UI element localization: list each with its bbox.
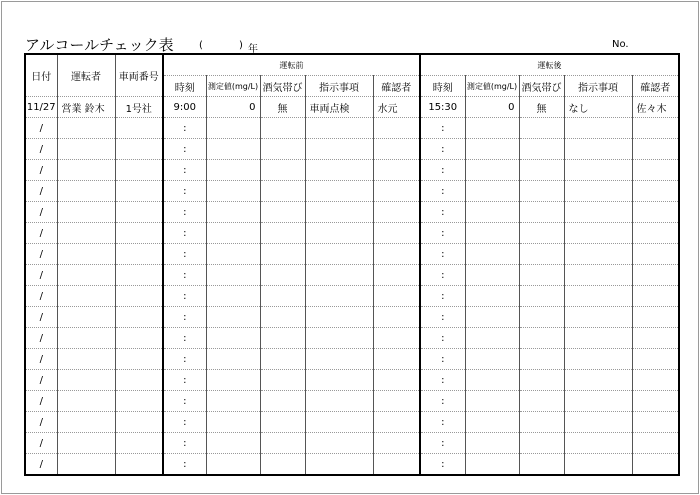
row-driver[interactable]: [57, 328, 115, 349]
row-before-time[interactable]: :: [163, 328, 206, 349]
row-before-confirmer[interactable]: [373, 307, 420, 328]
row-after-instruction[interactable]: なし: [564, 97, 632, 118]
year-close-paren: ): [239, 40, 243, 51]
row-date[interactable]: /: [25, 118, 57, 139]
row-date[interactable]: /: [25, 244, 57, 265]
row-after-time[interactable]: :: [420, 433, 465, 454]
row-after-value[interactable]: 0: [465, 97, 519, 118]
row-driver[interactable]: [57, 391, 115, 412]
row-before-alcohol[interactable]: [260, 181, 305, 202]
row-after-instruction[interactable]: [564, 328, 632, 349]
row-driver[interactable]: [57, 454, 115, 476]
row-after-time[interactable]: :: [420, 412, 465, 433]
row-after-alcohol[interactable]: [519, 307, 564, 328]
row-after-confirmer[interactable]: [632, 433, 679, 454]
row-before-time[interactable]: :: [163, 307, 206, 328]
row-before-time[interactable]: :: [163, 265, 206, 286]
row-before-value[interactable]: [206, 181, 260, 202]
row-driver[interactable]: [57, 118, 115, 139]
row-before-instruction[interactable]: [305, 202, 373, 223]
table-row: [25, 433, 679, 454]
row-driver[interactable]: [57, 349, 115, 370]
row-before-value[interactable]: [206, 118, 260, 139]
row-before-time[interactable]: :: [163, 454, 206, 476]
row-before-value[interactable]: [206, 265, 260, 286]
row-after-value[interactable]: [465, 181, 519, 202]
row-after-instruction[interactable]: [564, 265, 632, 286]
row-before-instruction[interactable]: [305, 223, 373, 244]
row-after-confirmer[interactable]: [632, 412, 679, 433]
row-date[interactable]: /: [25, 139, 57, 160]
row-before-instruction[interactable]: [305, 454, 373, 476]
row-vehicle[interactable]: [115, 412, 163, 433]
table-row: [25, 412, 679, 433]
row-date[interactable]: /: [25, 391, 57, 412]
row-before-time[interactable]: :: [163, 412, 206, 433]
page-title: アルコールチェック表: [25, 36, 174, 54]
row-before-value[interactable]: [206, 328, 260, 349]
row-after-time[interactable]: :: [420, 349, 465, 370]
row-vehicle[interactable]: [115, 433, 163, 454]
row-before-value[interactable]: [206, 370, 260, 391]
row-before-time[interactable]: :: [163, 223, 206, 244]
row-driver[interactable]: 営業 鈴木: [57, 97, 115, 118]
row-date[interactable]: /: [25, 454, 57, 476]
row-date[interactable]: /: [25, 328, 57, 349]
row-after-time[interactable]: :: [420, 202, 465, 223]
row-driver[interactable]: [57, 244, 115, 265]
row-after-time[interactable]: :: [420, 181, 465, 202]
header-before-driving: 運転前: [163, 54, 420, 76]
row-after-time[interactable]: :: [420, 139, 465, 160]
row-before-instruction[interactable]: [305, 265, 373, 286]
row-date[interactable]: /: [25, 181, 57, 202]
table-row: [25, 181, 679, 202]
row-before-alcohol[interactable]: [260, 328, 305, 349]
row-after-confirmer[interactable]: [632, 244, 679, 265]
row-before-value[interactable]: [206, 160, 260, 181]
row-driver[interactable]: [57, 286, 115, 307]
row-after-time[interactable]: :: [420, 328, 465, 349]
row-after-confirmer[interactable]: [632, 139, 679, 160]
row-vehicle[interactable]: [115, 202, 163, 223]
row-after-alcohol[interactable]: [519, 286, 564, 307]
row-after-value[interactable]: [465, 223, 519, 244]
row-vehicle[interactable]: [115, 160, 163, 181]
row-before-value[interactable]: [206, 244, 260, 265]
row-after-value[interactable]: [465, 118, 519, 139]
row-before-confirmer[interactable]: [373, 181, 420, 202]
row-after-value[interactable]: [465, 412, 519, 433]
row-after-alcohol[interactable]: [519, 244, 564, 265]
row-after-instruction[interactable]: [564, 244, 632, 265]
row-before-time[interactable]: :: [163, 181, 206, 202]
row-after-confirmer[interactable]: [632, 328, 679, 349]
row-after-instruction[interactable]: [564, 370, 632, 391]
row-before-confirmer[interactable]: [373, 160, 420, 181]
row-after-alcohol[interactable]: [519, 265, 564, 286]
table-row: [25, 328, 679, 349]
row-date[interactable]: /: [25, 433, 57, 454]
row-after-alcohol[interactable]: [519, 412, 564, 433]
row-after-time[interactable]: :: [420, 391, 465, 412]
row-vehicle[interactable]: [115, 328, 163, 349]
row-vehicle[interactable]: [115, 223, 163, 244]
table-row: [25, 139, 679, 160]
row-after-value[interactable]: [465, 265, 519, 286]
row-after-instruction[interactable]: [564, 391, 632, 412]
year-open-paren: (: [199, 40, 203, 51]
table-row: [25, 265, 679, 286]
row-after-instruction[interactable]: [564, 349, 632, 370]
row-before-confirmer[interactable]: [373, 349, 420, 370]
row-before-time[interactable]: :: [163, 160, 206, 181]
row-date[interactable]: /: [25, 307, 57, 328]
row-date[interactable]: /: [25, 286, 57, 307]
row-vehicle[interactable]: [115, 454, 163, 476]
row-after-confirmer[interactable]: [632, 349, 679, 370]
row-driver[interactable]: [57, 307, 115, 328]
row-after-value[interactable]: [465, 391, 519, 412]
row-after-value[interactable]: [465, 370, 519, 391]
row-after-instruction[interactable]: [564, 412, 632, 433]
table-row: [25, 202, 679, 223]
row-before-instruction[interactable]: [305, 349, 373, 370]
row-after-time[interactable]: :: [420, 118, 465, 139]
table-row: [25, 454, 679, 476]
table-row: [25, 244, 679, 265]
row-before-instruction[interactable]: [305, 307, 373, 328]
row-date[interactable]: /: [25, 412, 57, 433]
row-before-confirmer[interactable]: 水元: [373, 97, 420, 118]
row-before-value[interactable]: [206, 412, 260, 433]
row-before-time[interactable]: :: [163, 244, 206, 265]
row-before-alcohol[interactable]: [260, 391, 305, 412]
row-before-instruction[interactable]: 車両点検: [305, 97, 373, 118]
row-vehicle[interactable]: [115, 370, 163, 391]
row-driver[interactable]: [57, 139, 115, 160]
row-after-alcohol[interactable]: [519, 181, 564, 202]
row-driver[interactable]: [57, 265, 115, 286]
row-after-value[interactable]: [465, 139, 519, 160]
row-before-value[interactable]: [206, 286, 260, 307]
row-before-value[interactable]: [206, 223, 260, 244]
row-after-value[interactable]: [465, 307, 519, 328]
row-before-value[interactable]: [206, 139, 260, 160]
row-before-confirmer[interactable]: [373, 391, 420, 412]
row-before-confirmer[interactable]: [373, 244, 420, 265]
row-before-time[interactable]: :: [163, 286, 206, 307]
row-after-confirmer[interactable]: [632, 454, 679, 476]
row-before-time[interactable]: :: [163, 370, 206, 391]
number-label: No.: [612, 39, 629, 50]
row-before-alcohol[interactable]: [260, 202, 305, 223]
header-after-measured: 測定値(mg/L): [465, 76, 519, 97]
row-after-alcohol[interactable]: [519, 454, 564, 476]
row-before-confirmer[interactable]: [373, 412, 420, 433]
row-before-instruction[interactable]: [305, 433, 373, 454]
row-driver[interactable]: [57, 370, 115, 391]
table-row: [25, 223, 679, 244]
header-after-driving: 運転後: [420, 54, 679, 76]
row-after-alcohol[interactable]: [519, 118, 564, 139]
row-before-value[interactable]: [206, 433, 260, 454]
row-after-confirmer[interactable]: [632, 223, 679, 244]
row-vehicle[interactable]: [115, 139, 163, 160]
row-after-alcohol[interactable]: 無: [519, 97, 564, 118]
row-after-time[interactable]: :: [420, 454, 465, 476]
row-before-alcohol[interactable]: [260, 307, 305, 328]
row-before-alcohol[interactable]: [260, 244, 305, 265]
row-after-time[interactable]: :: [420, 370, 465, 391]
row-before-alcohol[interactable]: [260, 412, 305, 433]
row-after-alcohol[interactable]: [519, 223, 564, 244]
row-after-confirmer[interactable]: [632, 160, 679, 181]
header-driver: 運転者: [57, 54, 115, 97]
row-after-alcohol[interactable]: [519, 202, 564, 223]
row-after-instruction[interactable]: [564, 181, 632, 202]
row-vehicle[interactable]: [115, 286, 163, 307]
row-driver[interactable]: [57, 433, 115, 454]
row-driver[interactable]: [57, 181, 115, 202]
row-after-alcohol[interactable]: [519, 160, 564, 181]
row-before-value[interactable]: [206, 349, 260, 370]
header-after-confirmer: 確認者: [632, 76, 679, 97]
row-after-value[interactable]: [465, 202, 519, 223]
row-after-time[interactable]: :: [420, 265, 465, 286]
row-after-instruction[interactable]: [564, 223, 632, 244]
row-before-value[interactable]: 0: [206, 97, 260, 118]
row-after-instruction[interactable]: [564, 118, 632, 139]
row-before-time[interactable]: :: [163, 391, 206, 412]
row-before-instruction[interactable]: [305, 328, 373, 349]
header-before-time: 時刻: [163, 76, 206, 97]
row-before-instruction[interactable]: [305, 118, 373, 139]
row-after-time[interactable]: :: [420, 286, 465, 307]
row-before-time[interactable]: :: [163, 118, 206, 139]
row-after-confirmer[interactable]: 佐々木: [632, 97, 679, 118]
row-before-instruction[interactable]: [305, 244, 373, 265]
row-date[interactable]: /: [25, 223, 57, 244]
row-after-time[interactable]: :: [420, 160, 465, 181]
row-date[interactable]: /: [25, 202, 57, 223]
row-after-instruction[interactable]: [564, 307, 632, 328]
header-after-alcohol: 酒気帯び: [519, 76, 564, 97]
table-row: [25, 391, 679, 412]
row-before-confirmer[interactable]: [373, 328, 420, 349]
table-row: [25, 349, 679, 370]
row-after-alcohol[interactable]: [519, 349, 564, 370]
row-before-alcohol[interactable]: [260, 286, 305, 307]
row-vehicle[interactable]: 1号社: [115, 97, 163, 118]
row-driver[interactable]: [57, 223, 115, 244]
row-date[interactable]: /: [25, 349, 57, 370]
row-after-time[interactable]: 15:30: [420, 97, 465, 118]
row-date[interactable]: /: [25, 265, 57, 286]
row-before-confirmer[interactable]: [373, 433, 420, 454]
row-before-value[interactable]: [206, 391, 260, 412]
row-date[interactable]: 11/27: [25, 97, 57, 118]
row-before-confirmer[interactable]: [373, 370, 420, 391]
row-driver[interactable]: [57, 412, 115, 433]
row-before-alcohol[interactable]: [260, 349, 305, 370]
table-row: [25, 118, 679, 139]
row-after-value[interactable]: [465, 328, 519, 349]
table-row: [25, 370, 679, 391]
row-after-confirmer[interactable]: [632, 118, 679, 139]
row-before-confirmer[interactable]: [373, 118, 420, 139]
row-after-confirmer[interactable]: [632, 307, 679, 328]
table-row: [25, 97, 679, 118]
row-before-confirmer[interactable]: [373, 454, 420, 476]
row-before-alcohol[interactable]: 無: [260, 97, 305, 118]
row-driver[interactable]: [57, 160, 115, 181]
row-after-alcohol[interactable]: [519, 370, 564, 391]
row-after-instruction[interactable]: [564, 139, 632, 160]
header-before-confirmer: 確認者: [373, 76, 420, 97]
row-after-alcohol[interactable]: [519, 391, 564, 412]
row-before-confirmer[interactable]: [373, 223, 420, 244]
row-after-value[interactable]: [465, 160, 519, 181]
row-before-time[interactable]: :: [163, 202, 206, 223]
row-before-alcohol[interactable]: [260, 118, 305, 139]
row-before-time[interactable]: 9:00: [163, 97, 206, 118]
row-after-confirmer[interactable]: [632, 370, 679, 391]
row-date[interactable]: /: [25, 160, 57, 181]
header-vehicle: 車両番号: [115, 54, 163, 97]
row-before-instruction[interactable]: [305, 391, 373, 412]
row-before-confirmer[interactable]: [373, 265, 420, 286]
table-row: [25, 286, 679, 307]
alcohol-check-table: [24, 53, 680, 476]
row-after-alcohol[interactable]: [519, 328, 564, 349]
row-after-alcohol[interactable]: [519, 433, 564, 454]
row-before-time[interactable]: :: [163, 139, 206, 160]
row-after-instruction[interactable]: [564, 286, 632, 307]
row-vehicle[interactable]: [115, 244, 163, 265]
row-before-alcohol[interactable]: [260, 160, 305, 181]
row-after-value[interactable]: [465, 244, 519, 265]
row-before-value[interactable]: [206, 454, 260, 476]
row-after-value[interactable]: [465, 454, 519, 476]
header-before-measured: 測定値(mg/L): [206, 76, 260, 97]
row-after-instruction[interactable]: [564, 202, 632, 223]
row-vehicle[interactable]: [115, 307, 163, 328]
row-before-alcohol[interactable]: [260, 265, 305, 286]
row-date[interactable]: /: [25, 370, 57, 391]
row-before-instruction[interactable]: [305, 412, 373, 433]
row-vehicle[interactable]: [115, 118, 163, 139]
row-after-confirmer[interactable]: [632, 202, 679, 223]
row-before-instruction[interactable]: [305, 370, 373, 391]
header-before-alcohol: 酒気帯び: [260, 76, 305, 97]
row-after-time[interactable]: :: [420, 223, 465, 244]
row-after-confirmer[interactable]: [632, 181, 679, 202]
row-vehicle[interactable]: [115, 349, 163, 370]
header-date: 日付: [25, 54, 57, 97]
row-after-value[interactable]: [465, 433, 519, 454]
header-after-instructions: 指示事項: [564, 76, 632, 97]
row-before-alcohol[interactable]: [260, 454, 305, 476]
row-before-time[interactable]: :: [163, 349, 206, 370]
year-label: 年: [248, 44, 258, 55]
row-driver[interactable]: [57, 202, 115, 223]
row-after-alcohol[interactable]: [519, 139, 564, 160]
row-before-confirmer[interactable]: [373, 139, 420, 160]
row-before-time[interactable]: :: [163, 433, 206, 454]
row-before-instruction[interactable]: [305, 160, 373, 181]
row-after-time[interactable]: :: [420, 307, 465, 328]
row-before-alcohol[interactable]: [260, 370, 305, 391]
row-after-confirmer[interactable]: [632, 286, 679, 307]
row-after-value[interactable]: [465, 349, 519, 370]
table-row: [25, 307, 679, 328]
row-after-value[interactable]: [465, 286, 519, 307]
row-after-instruction[interactable]: [564, 433, 632, 454]
row-before-alcohol[interactable]: [260, 139, 305, 160]
row-before-value[interactable]: [206, 202, 260, 223]
table-row: [25, 160, 679, 181]
row-before-instruction[interactable]: [305, 181, 373, 202]
row-vehicle[interactable]: [115, 181, 163, 202]
row-before-value[interactable]: [206, 307, 260, 328]
row-vehicle[interactable]: [115, 265, 163, 286]
header-before-instructions: 指示事項: [305, 76, 373, 97]
row-before-alcohol[interactable]: [260, 433, 305, 454]
row-before-alcohol[interactable]: [260, 223, 305, 244]
row-after-instruction[interactable]: [564, 454, 632, 476]
row-after-time[interactable]: :: [420, 244, 465, 265]
header-after-time: 時刻: [420, 76, 465, 97]
row-before-instruction[interactable]: [305, 139, 373, 160]
row-before-confirmer[interactable]: [373, 202, 420, 223]
row-before-confirmer[interactable]: [373, 286, 420, 307]
row-after-confirmer[interactable]: [632, 391, 679, 412]
row-after-instruction[interactable]: [564, 160, 632, 181]
row-before-instruction[interactable]: [305, 286, 373, 307]
row-after-confirmer[interactable]: [632, 265, 679, 286]
row-vehicle[interactable]: [115, 391, 163, 412]
